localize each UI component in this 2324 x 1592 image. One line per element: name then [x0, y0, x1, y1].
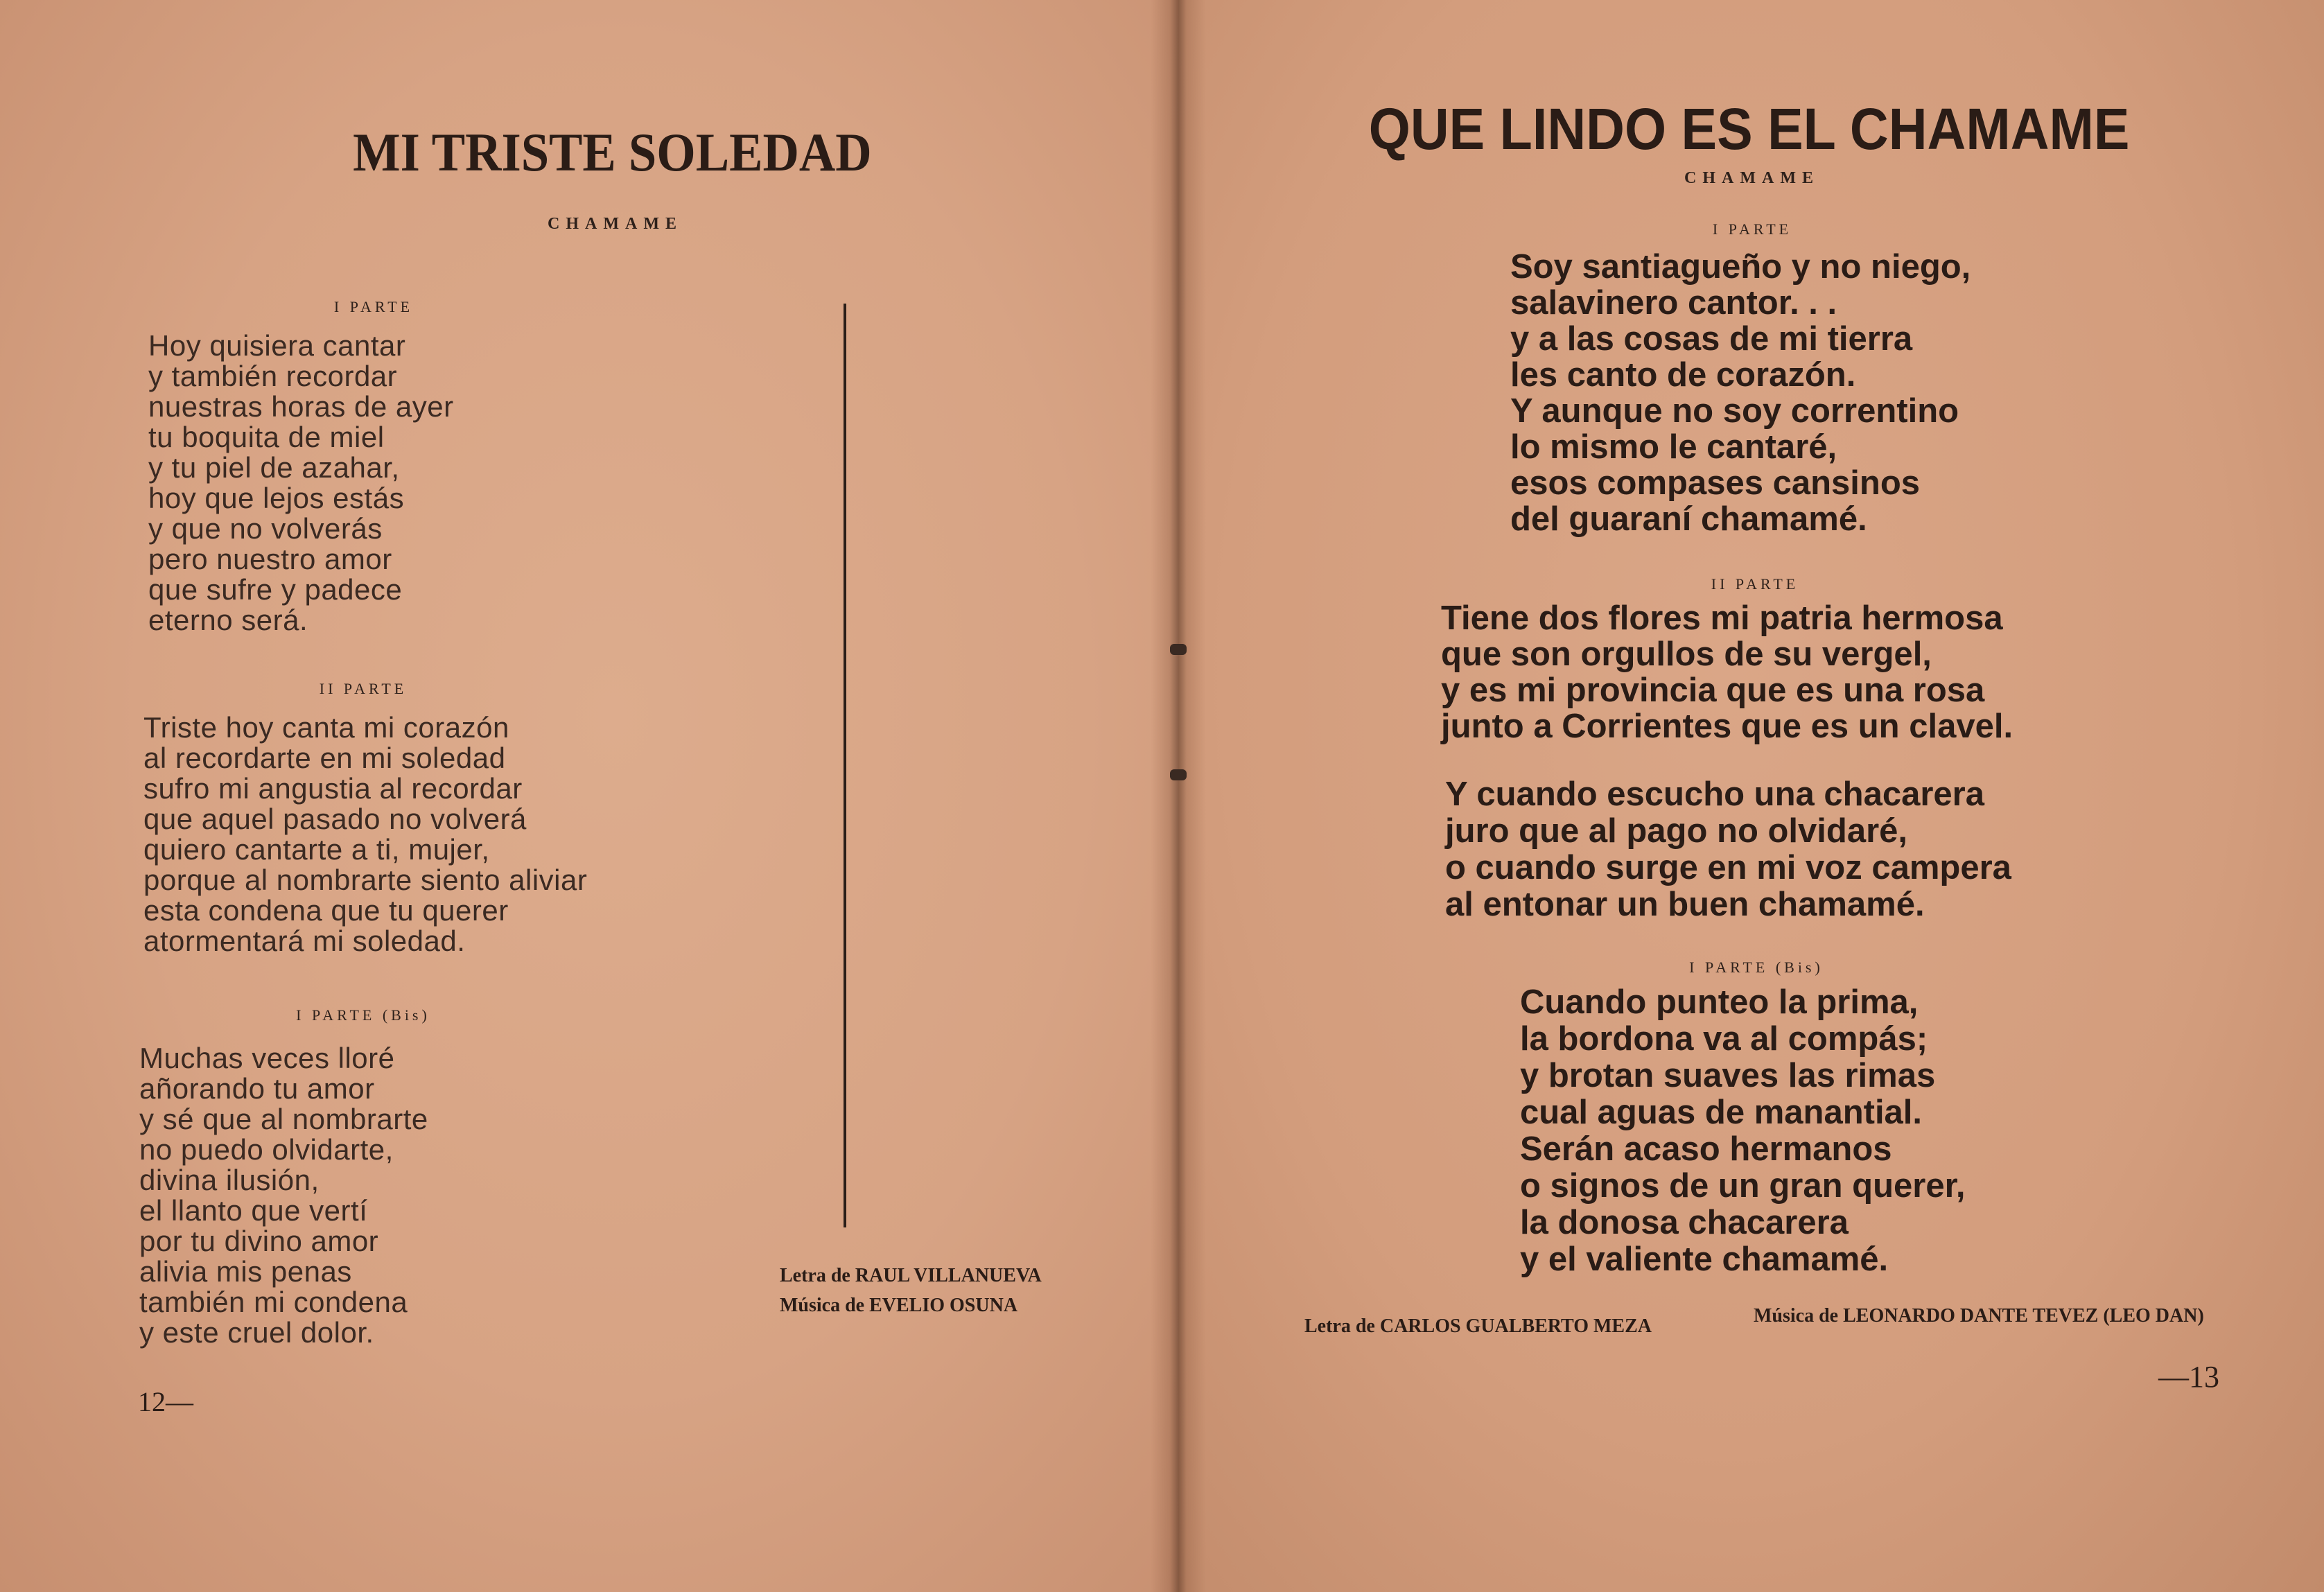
lyric-line: y sé que al nombrarte — [139, 1103, 428, 1135]
lyric-line: que sufre y padece — [148, 573, 403, 606]
lyric-line: y a las cosas de mi tierra — [1510, 320, 1913, 358]
lyric-line: junto a Corrientes que es un clavel. — [1441, 708, 2013, 745]
section-heading: I PARTE (Bis) — [1689, 959, 1824, 976]
lyric-line: nuestras horas de ayer — [148, 390, 454, 423]
music-credit: Música de LEONARDO DANTE TEVEZ (LEO DAN) — [1754, 1305, 2204, 1327]
song-title-text: QUE LINDO ES EL CHAMAME — [1369, 96, 2130, 161]
lyric-line: Muchas veces lloré — [139, 1042, 395, 1074]
lyric-line: que son orgullos de su vergel, — [1441, 636, 1932, 673]
stanza — [139, 1043, 428, 1348]
page-number: 12— — [138, 1386, 193, 1417]
lyric-line: hoy que lejos estás — [148, 482, 405, 514]
stanza — [1520, 984, 1966, 1278]
lyric-line: Serán acaso hermanos — [1520, 1130, 1892, 1168]
song-genre: CHAMAME — [1684, 169, 1819, 187]
binding-staple — [1170, 769, 1187, 780]
lyrics-credit: Letra de RAUL VILLANUEVA — [780, 1265, 1042, 1286]
lyric-line: por tu divino amor — [139, 1225, 379, 1257]
lyric-line: Tiene dos flores mi patria hermosa — [1441, 600, 2003, 637]
lyric-line: y tu piel de azahar, — [148, 451, 400, 484]
stanza — [1445, 776, 2011, 923]
vertical-rule — [844, 304, 846, 1227]
lyric-line: porque al nombrarte siento aliviar — [143, 864, 588, 896]
lyric-line: les canto de corazón. — [1510, 356, 1856, 394]
lyric-line: también mi condena — [139, 1286, 408, 1318]
lyric-line: esos compases cansinos — [1510, 464, 1921, 502]
section-heading: I PARTE (Bis) — [296, 1006, 430, 1024]
lyric-line: y este cruel dolor. — [139, 1316, 374, 1349]
lyric-line: del guaraní chamamé. — [1510, 500, 1867, 538]
lyric-line: cual aguas de manantial. — [1520, 1094, 1923, 1131]
lyric-line: al recordarte en mi soledad — [143, 742, 506, 774]
stanza — [1441, 600, 2013, 744]
lyric-line: esta condena que tu querer — [143, 894, 509, 927]
stanza — [143, 712, 587, 956]
lyric-line: y que no volverás — [148, 512, 383, 545]
section-heading: I PARTE — [333, 298, 414, 315]
section-heading: II PARTE — [319, 680, 408, 697]
lyric-line: salavinero cantor. . . — [1510, 284, 1837, 322]
lyric-line: juro que al pago no olvidaré, — [1445, 812, 1908, 850]
lyric-line: quiero cantarte a ti, mujer, — [143, 833, 490, 866]
music-credit: Música de EVELIO OSUNA — [780, 1295, 1018, 1316]
song-title — [1334, 96, 2165, 162]
stanza — [148, 331, 454, 636]
lyric-line: y también recordar — [148, 360, 398, 392]
lyric-line: lo mismo le cantaré, — [1510, 428, 1837, 466]
lyric-line: que aquel pasado no volverá — [143, 803, 527, 835]
lyric-line: Cuando punteo la prima, — [1520, 983, 1919, 1021]
lyric-line: Y aunque no soy correntino — [1510, 392, 1959, 430]
lyric-line: o signos de un gran querer, — [1520, 1167, 1966, 1205]
lyric-line: pero nuestro amor — [148, 543, 392, 575]
page-number: —13 — [2158, 1360, 2219, 1394]
lyric-line: la bordona va al compás; — [1520, 1020, 1928, 1058]
section-heading: I PARTE — [1712, 220, 1792, 238]
lyric-line: sufro mi angustia al recordar — [143, 772, 523, 805]
lyric-line: Y cuando escucho una chacarera — [1445, 776, 1984, 813]
lyric-line: Soy santiagueño y no niego, — [1510, 248, 1971, 286]
lyric-line: o cuando surge en mi voz campera — [1445, 849, 2011, 886]
lyric-line: Hoy quisiera cantar — [148, 329, 406, 362]
song-genre: CHAMAME — [548, 215, 683, 233]
stanza — [1510, 249, 1971, 537]
section-heading: II PARTE — [1711, 575, 1799, 593]
lyric-line: y brotan suaves las rimas — [1520, 1057, 1936, 1094]
song-title-text: MI TRISTE SOLEDAD — [352, 122, 872, 182]
lyric-line: el llanto que vertí — [139, 1194, 368, 1227]
book-spine — [1151, 0, 1206, 1592]
lyric-line: tu boquita de miel — [148, 421, 385, 453]
lyric-line: Triste hoy canta mi corazón — [143, 711, 509, 744]
lyric-line: y es mi provincia que es una rosa — [1441, 672, 1985, 709]
binding-staple — [1170, 644, 1187, 655]
lyric-line: atormentará mi soledad. — [143, 925, 466, 957]
lyric-line: y el valiente chamamé. — [1520, 1241, 1889, 1278]
lyric-line: la donosa chacarera — [1520, 1204, 1849, 1241]
lyric-line: no puedo olvidarte, — [139, 1133, 394, 1166]
lyric-line: añorando tu amor — [139, 1072, 375, 1105]
lyric-line: alivia mis penas — [139, 1255, 352, 1288]
lyric-line: al entonar un buen chamamé. — [1445, 886, 1925, 923]
lyrics-credit: Letra de CARLOS GUALBERTO MEZA — [1304, 1315, 1652, 1337]
song-title — [300, 121, 924, 184]
lyric-line: eterno será. — [148, 604, 308, 636]
lyric-line: divina ilusión, — [139, 1164, 320, 1196]
